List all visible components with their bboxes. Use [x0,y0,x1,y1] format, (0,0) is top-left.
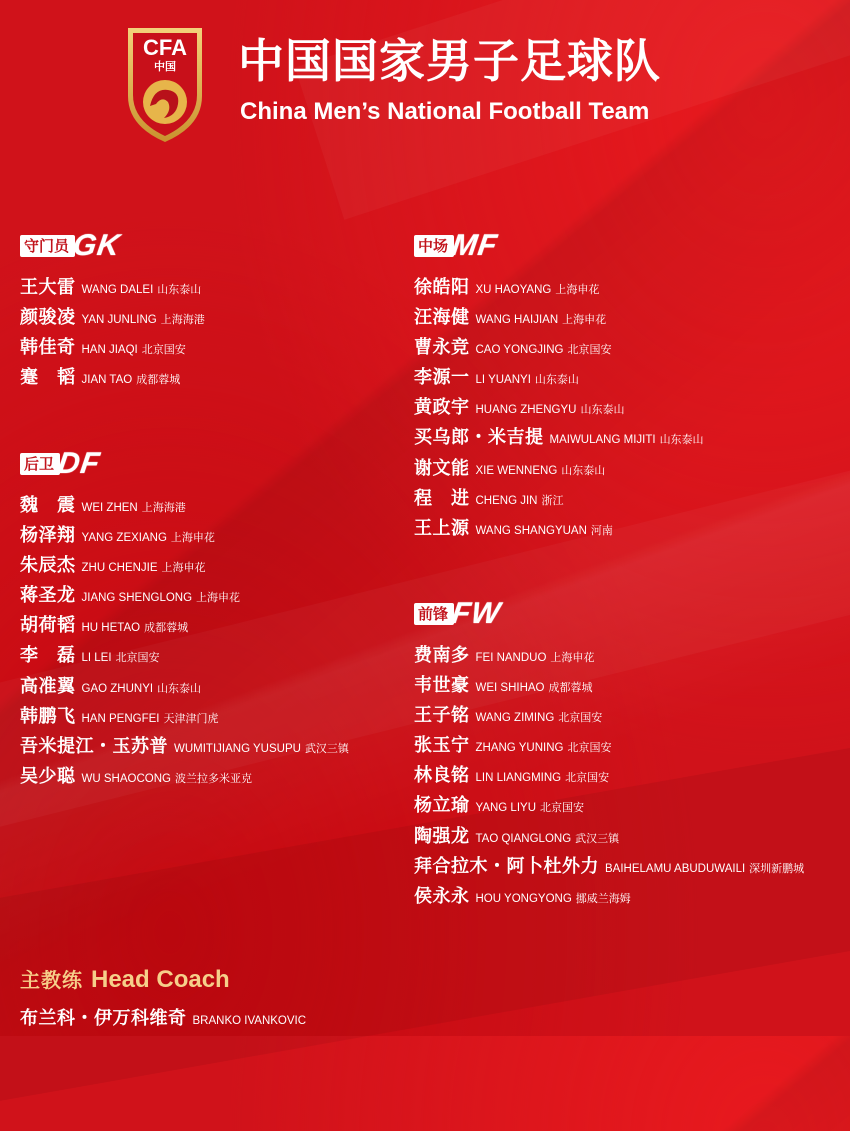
section-forwards [414,599,804,912]
player-name-cn: 吾米提江・玉苏普 [20,735,168,757]
player-name-cn: 侯永永 [414,885,470,907]
player-row [414,363,704,393]
player-name-cn: 李 磊 [20,645,76,667]
player-list [20,491,349,792]
player-row [20,303,205,333]
player-row [20,641,349,671]
player-club: 波兰拉多米亚克 [174,771,252,785]
player-name-cn: 林良铭 [414,765,470,787]
player-club: 上海申花 [170,531,215,545]
player-name-cn: 魏 震 [20,495,76,516]
player-name-cn: 汪海健 [414,307,470,329]
player-name-en: YANG ZEXIANG [81,532,167,545]
position-label-en: GK [70,229,123,262]
player-club: 挪威兰海姆 [575,891,631,905]
player-row [20,521,349,551]
player-name-cn: 拜合拉木・阿卜杜外力 [414,855,599,877]
player-name-en: HAN PENGFEI [81,712,160,725]
player-name-cn: 吴少聪 [20,765,76,787]
player-club: 武汉三镇 [575,831,620,845]
player-name-cn: 曹永竞 [414,337,470,359]
player-row [414,514,704,544]
player-name-cn: 韦世豪 [414,675,470,697]
player-row [414,671,804,701]
player-name-en: HOU YONGYONG [475,892,572,905]
position-label-en: FW [449,597,504,630]
player-club: 上海海港 [141,501,186,514]
player-row [20,732,349,762]
title-chinese: 中国国家男子足球队 [238,34,661,88]
player-name-cn: 胡荷韬 [20,615,76,637]
player-name-en: WUMITIJIANG YUSUPU [174,742,301,755]
player-name-en: MAIWULANG MIJITI [549,434,656,447]
player-name-en: XU HAOYANG [475,284,552,296]
player-name-cn: 朱辰杰 [20,555,76,577]
player-name-en: WEI ZHEN [81,502,138,514]
player-row [20,273,205,303]
player-row [20,762,349,792]
player-name-en: LIN LIANGMING [475,772,562,785]
section-defenders [20,449,349,792]
player-name-cn: 韩鹏飞 [20,705,76,727]
player-club: 上海申花 [562,313,607,327]
position-label-cn: 中场 [414,235,454,257]
player-name-en: WANG SHANGYUAN [475,524,587,537]
player-name-cn: 杨立瑜 [414,795,470,817]
player-club: 北京国安 [565,771,610,785]
player-row [414,791,804,821]
player-row [414,393,704,423]
player-club: 成都蓉城 [144,621,189,635]
player-name-en: LI YUANYI [475,374,531,387]
player-club: 北京国安 [540,801,584,815]
player-name-cn: 买乌郎・米吉提 [414,427,544,449]
player-row [20,333,205,363]
player-list [414,641,804,912]
player-name-en: XIE WENNENG [475,464,558,477]
cfa-logo [124,26,206,144]
player-name-en: WANG DALEI [81,284,154,296]
player-name-cn: 张玉宁 [414,735,470,757]
coach-heading [20,968,230,992]
player-name-en: JIANG SHENGLONG [81,592,193,605]
player-row [414,641,804,671]
player-row [20,363,205,393]
player-row [20,581,349,611]
player-name-en: HUANG ZHENGYU [475,404,577,417]
player-row [414,303,704,333]
player-club: 浙江 [541,493,564,507]
player-list [20,273,205,393]
player-row [414,333,704,363]
coach-label-cn: 主教练 [20,968,83,992]
player-club: 成都蓉城 [136,373,181,387]
player-row [414,882,804,912]
player-name-en: BAIHELAMU ABUDUWAILI [605,862,746,875]
player-row [20,551,349,581]
player-club: 北京国安 [567,343,612,357]
coach-name-cn: 布兰科・伊万科维奇 [20,1008,187,1029]
player-name-en: LI LEI [81,652,112,665]
player-name-cn: 程 进 [414,487,470,509]
section-goalkeepers [20,231,205,393]
player-list [414,273,704,544]
player-name-cn: 王上源 [414,517,470,539]
player-name-cn: 韩佳奇 [20,337,76,359]
player-name-cn: 杨泽翔 [20,525,76,547]
player-name-cn: 陶强龙 [414,825,470,847]
player-club: 山东泰山 [157,681,202,695]
player-name-cn: 费南多 [414,645,470,666]
player-club: 山东泰山 [157,283,202,296]
player-club: 北京国安 [141,343,186,357]
player-club: 山东泰山 [580,403,625,417]
section-header [20,231,205,261]
player-name-en: YANG LIYU [475,802,536,815]
player-row [414,484,704,514]
player-name-en: JIAN TAO [81,374,133,387]
player-name-en: ZHU CHENJIE [81,562,158,575]
player-row [414,731,804,761]
player-name-cn: 李源一 [414,367,470,389]
player-name-en: HAN JIAQI [81,344,138,357]
player-name-en: GAO ZHUNYI [81,682,154,695]
player-row [20,702,349,732]
section-midfielders [414,231,704,544]
player-name-en: WU SHAOCONG [81,772,171,785]
player-name-en: CHENG JIN [475,494,538,507]
player-row [414,822,804,852]
player-club: 河南 [590,523,613,537]
player-name-en: ZHANG YUNING [475,742,564,755]
player-club: 上海申花 [161,561,206,575]
player-name-cn: 蒋圣龙 [20,585,76,607]
position-label-cn: 守门员 [20,235,75,257]
player-club: 成都蓉城 [548,681,593,695]
player-club: 武汉三镇 [304,741,349,755]
player-club: 深圳新鹏城 [749,861,805,875]
player-name-cn: 黄政宇 [414,397,470,419]
player-club: 上海申花 [550,651,595,664]
player-name-en: FEI NANDUO [475,652,547,664]
player-club: 山东泰山 [561,463,606,477]
logo-text: CFA [143,35,187,60]
player-club: 山东泰山 [534,373,579,387]
position-label-cn: 前锋 [414,603,454,625]
player-name-cn: 蹇 韬 [20,367,76,389]
player-name-en: WEI SHIHAO [475,682,545,695]
player-club: 上海申花 [196,591,241,605]
player-club: 山东泰山 [659,433,704,447]
coach-label-en: Head Coach [91,966,230,993]
player-name-en: HU HETAO [81,622,141,635]
player-name-cn: 王子铭 [414,705,470,727]
player-club: 上海海港 [160,313,205,327]
player-row [414,423,704,453]
player-row [414,701,804,731]
player-row [20,672,349,702]
player-name-cn: 徐皓阳 [414,277,470,298]
section-header [414,231,704,261]
position-label-cn: 后卫 [20,453,60,475]
player-name-en: WANG ZIMING [475,712,555,725]
player-name-cn: 王大雷 [20,277,76,298]
player-name-cn: 谢文能 [414,457,470,479]
player-name-cn: 高准翼 [20,675,76,697]
player-name-en: CAO YONGJING [475,344,564,357]
coach-name [20,1004,310,1030]
position-label-en: MF [449,229,500,262]
player-club: 北京国安 [567,741,612,755]
coach-name-en: BRANKO IVANKOVIC [192,1015,307,1027]
section-header [414,599,804,629]
player-club: 上海申花 [555,283,600,296]
player-row [414,454,704,484]
player-name-en: TAO QIANGLONG [475,832,572,845]
player-club: 天津津门虎 [163,711,219,725]
player-name-en: WANG HAIJIAN [475,314,559,327]
player-row [20,491,349,521]
player-name-en: YAN JUNLING [81,314,157,327]
section-header [20,449,349,479]
logo-subtext: 中国 [154,60,176,73]
player-club: 北京国安 [115,651,160,665]
player-row [414,761,804,791]
title-english: China Men’s National Football Team [240,98,650,125]
position-label-en: DF [55,447,103,480]
player-row [20,611,349,641]
player-row [414,273,704,303]
player-name-cn: 颜骏凌 [20,307,76,329]
player-row [414,852,804,882]
player-club: 北京国安 [558,711,603,725]
